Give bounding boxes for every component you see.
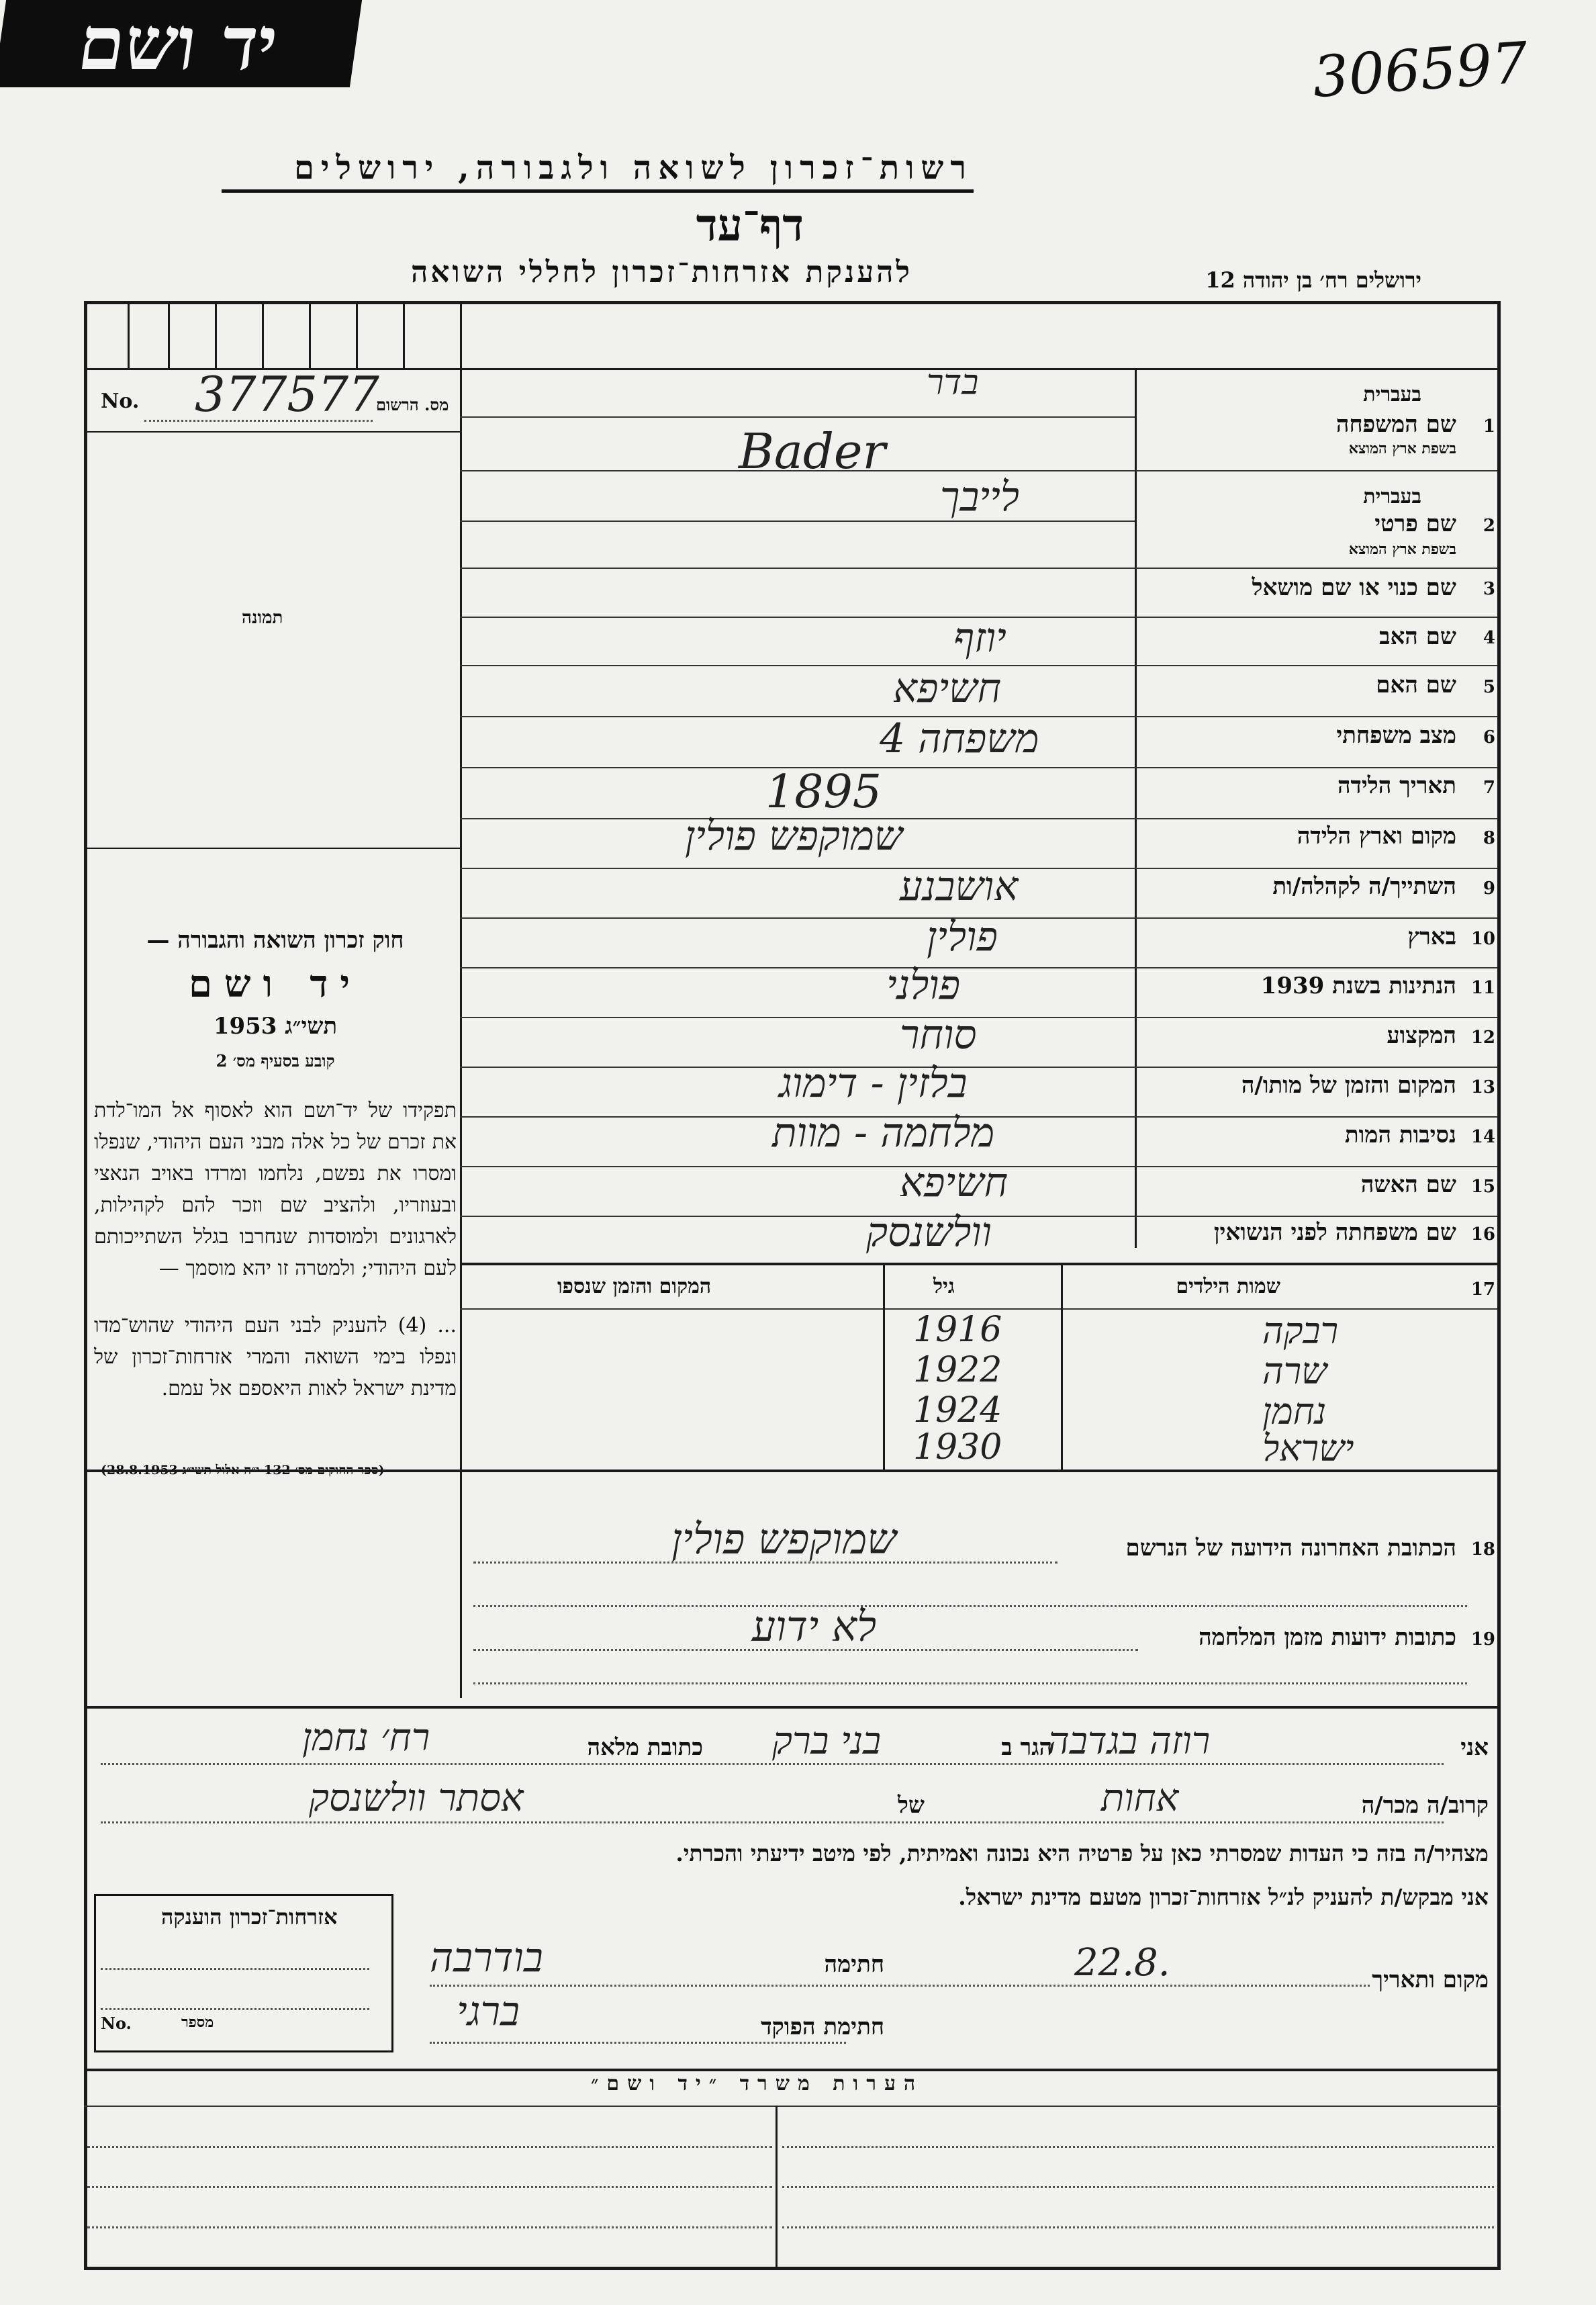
field-label-wife-maiden-name: שם משפחתה לפני הנשואין: [1213, 1219, 1456, 1246]
photo-divider: [84, 848, 460, 849]
field-label-death-place-time: המקום והזמן של מותו/ה: [1241, 1072, 1456, 1099]
law-text: תפקידו של יד־ושם הוא לאסוף אל המו־לדת את זכרם של כל אלה מבני העם היהודי, שנפלו ומסרו את נפשם, נלחמו ומרדו באויב הנאצי ובעוזריו, ולהציב שם וזכר להם לקהילות, לארגונים ולמוסדות שנחרבו בגלל השתייכותם לעם היהודי; ולמטרה זו יהא מוסמך —: [94, 1099, 457, 1280]
tick-divider: [460, 301, 462, 368]
field-label-wife-name: שם האשה: [1360, 1171, 1456, 1198]
tick-divider: [168, 301, 170, 368]
field-number: 6: [1483, 727, 1495, 748]
field-value-community: אושבנע: [900, 863, 1019, 910]
field-number: 3: [1483, 579, 1495, 599]
registration-number: 377577: [195, 366, 379, 422]
children-bottom-border: [460, 1470, 1497, 1472]
declaration-statement-1: מצהיר/ה בזה כי העדות שמסרתי כאן על פרטיה היא נכונה ואמיתית, לפי מיטב ידיעתי והכרתי.: [675, 1840, 1489, 1866]
field-number: 17: [1470, 1279, 1495, 1300]
law-year: תשי״ג 1953: [213, 1013, 338, 1040]
registration-no-label: No.: [101, 390, 140, 413]
signature-label: חתימה: [824, 1951, 884, 1978]
declaration-ani: אני: [1460, 1734, 1489, 1761]
field-number: 13: [1470, 1077, 1495, 1097]
row-divider: [460, 767, 1497, 768]
office-notes-top-border: [84, 2069, 1501, 2071]
field-value-citizenship-1939: פולני: [886, 962, 961, 1009]
children-place-header: המקום והזמן שנספו: [557, 1275, 712, 1298]
field-number: 7: [1483, 778, 1495, 798]
declaration-top-border: [84, 1706, 1501, 1709]
form-top-border: [84, 301, 1501, 304]
field-number: 19: [1470, 1629, 1495, 1649]
certificate-no-label: No.: [101, 2014, 132, 2033]
field-value-first-name-hebrew: לייבך: [940, 473, 1019, 521]
tick-divider: [403, 301, 405, 368]
row-divider: [460, 416, 1135, 418]
field-sub-origin: בשפת ארץ המוצא: [1348, 541, 1456, 558]
row-divider: [460, 967, 1497, 968]
date-value: 22.8.: [1074, 1941, 1170, 1985]
wartime-address-line-2: [473, 1682, 1467, 1684]
declaration-resides-label: הגר ב: [1001, 1734, 1052, 1761]
field-sub-hebrew: בעברית: [1363, 383, 1421, 406]
field-value-birth-date: 1895: [765, 766, 882, 819]
declaration-full-address-label: כתובת מלאה: [587, 1734, 703, 1761]
children-col-divider: [1061, 1263, 1063, 1471]
office-notes-header-rule: [84, 2106, 1501, 2107]
declaration-relative-label: קרוב/ה מכר/ה: [1361, 1792, 1489, 1819]
certificate-number-label: מספר: [181, 2014, 214, 2031]
office-notes-line: [87, 2186, 772, 2188]
child-age: 1924: [913, 1390, 1002, 1431]
field-sub-hebrew: בעברית: [1363, 485, 1421, 508]
place-date-label: מקום ותאריך: [1372, 1967, 1489, 1993]
tick-divider: [309, 301, 311, 368]
certificate-line: [101, 1968, 369, 1970]
field-label-community: השתייך/ה לקהלה/ות: [1272, 873, 1456, 900]
registration-divider: [84, 431, 460, 433]
authority-title: רשות־זכרון לשואה ולגבורה, ירושלים: [293, 149, 973, 187]
form-bottom-border: [84, 2267, 1501, 2270]
field-value-wife-name: חשיפא: [900, 1159, 1008, 1206]
photo-label: תמונה: [242, 608, 283, 628]
declaration-resides-value: בני ברק: [772, 1719, 882, 1763]
office-notes-title: הערות משרד ״יד ושם״: [591, 2072, 924, 2095]
registration-line: [144, 420, 373, 422]
form-right-border: [1497, 301, 1501, 2270]
field-label-birth-place: מקום וארץ הלידה: [1297, 823, 1456, 850]
signature-line: [430, 1985, 1370, 1987]
form-left-border: [84, 301, 87, 2270]
law-title: חוק זכרון השואה והגבורה —: [146, 927, 404, 954]
field-number: 2: [1483, 516, 1495, 536]
title-underline: [222, 189, 974, 193]
field-label-surname: שם המשפחה: [1335, 411, 1456, 438]
child-name: ישראל: [1262, 1427, 1354, 1470]
field-number: 11: [1470, 978, 1495, 998]
child-name: רבקה: [1262, 1310, 1339, 1352]
field-number: 10: [1470, 929, 1495, 949]
field-number: 15: [1470, 1177, 1495, 1197]
field-label-birth-date: תאריך הלידה: [1337, 772, 1456, 799]
field-value-father-name: יוזף: [953, 615, 1006, 662]
certificate-line: [101, 2008, 369, 2010]
field-value-marital-status: משפחה 4: [880, 715, 1039, 762]
declaration-statement-2: אני מבקש/ת להעניק לנ״ל אזרחות־זכרון מטעם מדינת ישראל.: [958, 1884, 1489, 1910]
officer-signature-label: חתימת הפוקד: [761, 2014, 884, 2040]
field-label-father-name: שם האב: [1379, 623, 1456, 650]
declaration-witness-name: רוזה בגדבה: [1047, 1719, 1211, 1763]
registration-label: מס. הרשום: [376, 395, 449, 414]
section-divider: [460, 1263, 1497, 1265]
field-value-death-circumstances: מלחמה - מוות: [772, 1110, 995, 1157]
field-value-wife-maiden-name: וולשנסק: [866, 1209, 992, 1256]
archive-number-stamp: 306597: [1310, 29, 1530, 111]
field-value-death-place-time: בלזין - דימוג: [779, 1060, 968, 1107]
signature-value: בודרבה: [430, 1934, 543, 1981]
tick-divider: [262, 301, 264, 368]
row-divider: [460, 521, 1135, 522]
field-number: 8: [1483, 828, 1495, 848]
tick-divider: [215, 301, 217, 368]
row-divider: [460, 818, 1497, 819]
children-names-header: שמות הילדים: [1176, 1275, 1280, 1298]
field-label-country: בארץ: [1407, 923, 1456, 950]
left-column-border: [460, 368, 462, 1470]
tick-divider: [356, 301, 358, 368]
office-notes-divider: [776, 2106, 778, 2267]
wartime-address-line: [473, 1649, 1138, 1651]
field-number: 14: [1470, 1127, 1495, 1147]
field-number: 5: [1483, 677, 1495, 697]
child-age: 1922: [913, 1350, 1002, 1390]
field-value-country: פולין: [927, 913, 998, 960]
office-notes-line: [782, 2146, 1494, 2148]
field-number: 1: [1483, 416, 1495, 437]
child-name: נחמן: [1262, 1390, 1327, 1433]
form-title: דף־עד: [696, 199, 804, 251]
wartime-address-label: כתובות ידועות מזמן המלחמה: [1199, 1624, 1456, 1651]
declaration-relation-value: אחות: [1101, 1776, 1179, 1820]
last-address-label: הכתובת האחרונה הידועה של הנרשם: [1125, 1535, 1456, 1562]
declaration-line-2: [101, 1821, 1444, 1823]
field-label-mother-name: שם האם: [1376, 672, 1456, 698]
field-label-marital-status: מצב משפחתי: [1336, 722, 1456, 749]
law-clause-text: ... (4) להעניק לבני העם היהודי שהוש־מדו ונפלו בימי השואה והמרי אזרחות־זכרון של מדינת ישראל לאות היאספם אל עמם.: [94, 1314, 457, 1400]
children-col-divider: [883, 1263, 885, 1471]
left-col-bottom-border: [84, 1470, 460, 1472]
officer-signature-value: ברגי: [457, 1988, 520, 2035]
field-value-surname-hebrew: בדר: [927, 363, 979, 403]
office-notes-line: [87, 2146, 772, 2148]
last-address-value: שמוקפש פולין: [671, 1515, 897, 1564]
child-name: שרה: [1262, 1350, 1327, 1392]
form-subtitle: להענקת אזרחות־זכרון לחללי השואה: [410, 255, 912, 289]
law-clause-ref: קובע בסעיף מס׳ 2: [216, 1051, 335, 1071]
field-label-first-name: שם פרטי: [1374, 510, 1456, 537]
field-value-birth-place: שמוקפש פולין: [685, 813, 903, 860]
field-number: 12: [1470, 1028, 1495, 1048]
last-address-line-2: [473, 1605, 1467, 1607]
officer-signature-line: [430, 2042, 846, 2044]
declaration-of-label: של: [898, 1792, 925, 1819]
field-label-citizenship-1939: הנתינות בשנת 1939: [1260, 973, 1456, 999]
field-value-mother-name: חשיפא: [893, 665, 1002, 712]
field-label-profession: המקצוע: [1387, 1022, 1456, 1049]
row-divider: [460, 1067, 1497, 1068]
field-number: 16: [1470, 1224, 1495, 1245]
child-age: 1916: [913, 1310, 1002, 1350]
field-label-death-circumstances: נסיבות המות: [1344, 1122, 1456, 1148]
last-address-line: [473, 1562, 1058, 1564]
logo-address: ירושלים רח׳ בן יהודה 12: [1205, 267, 1421, 293]
field-value-profession: סוחר: [900, 1011, 977, 1058]
field-number: 9: [1483, 878, 1495, 899]
field-label-nickname: שם כנוי או שם מושאל: [1252, 574, 1456, 601]
child-age: 1930: [913, 1427, 1002, 1467]
office-notes-line: [782, 2186, 1494, 2188]
row-divider: [460, 568, 1497, 569]
office-notes-line: [87, 2226, 772, 2228]
field-sub-origin: בשפת ארץ המוצא: [1348, 440, 1456, 457]
row-divider: [460, 1017, 1497, 1018]
children-age-header: גיל: [933, 1275, 955, 1298]
tick-divider: [128, 301, 130, 368]
field-value-surname-origin: Bader: [739, 423, 886, 480]
law-name: יד ושם: [188, 962, 363, 1006]
declaration-full-address-value: רח׳ נחמן: [302, 1716, 430, 1760]
address-left-border: [460, 1470, 462, 1698]
declaration-line-1: [101, 1763, 1444, 1765]
certificate-title: אזרחות־זכרון הוענקה: [161, 1904, 338, 1930]
yad-vashem-logo: יד ושם: [0, 0, 362, 87]
declaration-of-value: אסתר וולשנסק: [309, 1776, 524, 1820]
field-number: 4: [1483, 628, 1495, 648]
wartime-address-value: לא ידוע: [752, 1602, 877, 1651]
office-notes-line: [782, 2226, 1494, 2228]
row-divider: [460, 470, 1497, 471]
field-number: 18: [1470, 1539, 1495, 1560]
